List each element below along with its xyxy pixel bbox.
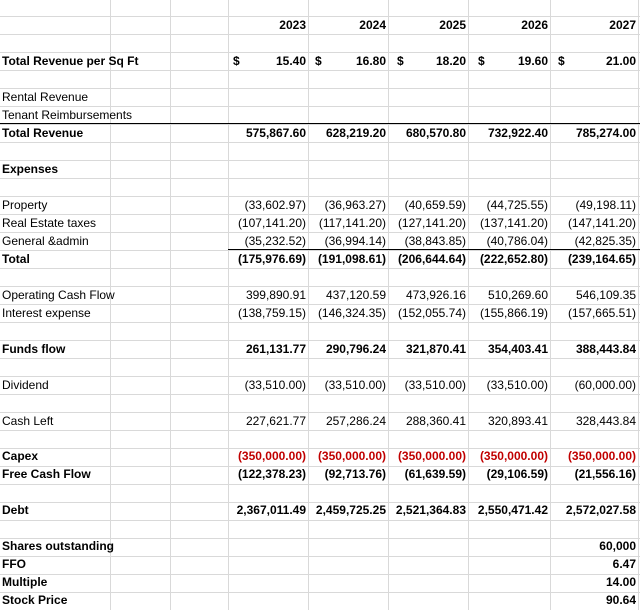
- value-cell-2027[interactable]: [552, 106, 636, 124]
- value-cell-2027[interactable]: 785,274.00: [575, 126, 636, 140]
- row-label[interactable]: Debt: [2, 503, 29, 517]
- value-cell-2023[interactable]: (33,602.97): [244, 198, 306, 212]
- value-cell-2024[interactable]: 290,796.24: [325, 342, 386, 356]
- value-cell-2023[interactable]: [230, 537, 306, 555]
- row-label[interactable]: Capex: [2, 449, 39, 463]
- year-header-2023: 2023: [279, 18, 306, 32]
- value-cell-2026[interactable]: [470, 591, 548, 609]
- row-expenses: [0, 160, 640, 178]
- value-cell-2025[interactable]: 2,521,364.83: [395, 503, 466, 517]
- value-cell-2025[interactable]: [390, 591, 466, 609]
- value-cell-2026[interactable]: 2,550,471.42: [477, 503, 548, 517]
- row-rev_sqft: [0, 52, 640, 70]
- value-cell-2023[interactable]: 2,367,011.49: [236, 503, 306, 517]
- value-cell-2025[interactable]: [390, 573, 466, 591]
- row-re_taxes: [0, 214, 640, 232]
- value-cell-2025[interactable]: [390, 537, 466, 555]
- value-cell-2024[interactable]: (191,098.61): [317, 252, 386, 266]
- row-property: [0, 196, 640, 214]
- value-cell-2026[interactable]: [470, 88, 548, 106]
- value-cell-2025[interactable]: (152,055.74): [397, 306, 466, 320]
- gridline-horizontal: [0, 430, 640, 431]
- year-header-2024: 2024: [359, 18, 386, 32]
- value-cell-2023[interactable]: [230, 555, 306, 573]
- value-cell-2026[interactable]: (40,786.04): [486, 234, 548, 248]
- dollar-sign: $: [397, 54, 404, 68]
- gridline-horizontal: [0, 484, 640, 485]
- gridline-horizontal: [0, 142, 640, 143]
- row-label[interactable]: General &admin: [2, 234, 89, 248]
- row-ocf: [0, 286, 640, 304]
- gridline-horizontal: [0, 16, 640, 17]
- row-label[interactable]: Total: [2, 252, 30, 266]
- value-cell-2027[interactable]: 21.00: [605, 54, 636, 68]
- row-label[interactable]: Funds flow: [2, 342, 66, 356]
- value-cell-2025[interactable]: 321,870.41: [405, 342, 466, 356]
- value-cell-2026[interactable]: [470, 160, 548, 178]
- value-cell-2023[interactable]: 575,867.60: [245, 126, 306, 140]
- row-funds: [0, 340, 640, 358]
- row-label[interactable]: Total Revenue: [2, 126, 84, 140]
- value-cell-2025[interactable]: [390, 160, 466, 178]
- value-cell-2023[interactable]: (35,232.52): [244, 234, 306, 248]
- value-cell-2024[interactable]: (33,510.00): [324, 378, 386, 392]
- value-cell-2024[interactable]: (350,000.00): [317, 449, 386, 463]
- total-expenses-rule: [228, 249, 640, 250]
- row-shares: [0, 537, 640, 555]
- value-cell-2024[interactable]: [310, 573, 386, 591]
- value-cell-2023[interactable]: 15.40: [275, 54, 306, 68]
- dollar-sign: $: [558, 54, 565, 68]
- value-cell-2026[interactable]: 320,893.41: [487, 414, 548, 428]
- value-cell-2027[interactable]: (49,198.11): [575, 198, 636, 212]
- value-cell-2023[interactable]: 399,890.91: [245, 288, 306, 302]
- total-revenue-rule: [0, 123, 640, 124]
- value-cell-2025[interactable]: [390, 106, 466, 124]
- value-cell-2024[interactable]: (92,713.76): [324, 467, 386, 481]
- value-cell-2026[interactable]: (33,510.00): [486, 378, 548, 392]
- value-cell-2023[interactable]: [230, 106, 306, 124]
- value-cell-2024[interactable]: 2,459,725.25: [315, 503, 386, 517]
- value-cell-2027[interactable]: 90.64: [605, 593, 636, 607]
- row-label[interactable]: Stock Price: [2, 593, 68, 607]
- row-total_rev: [0, 124, 640, 142]
- value-cell-2024[interactable]: 257,286.24: [325, 414, 386, 428]
- gridline-horizontal: [0, 358, 640, 359]
- gridline-horizontal: [0, 178, 640, 179]
- row-label[interactable]: Operating Cash Flow: [2, 288, 115, 302]
- value-cell-2023[interactable]: 227,621.77: [245, 414, 306, 428]
- value-cell-2024[interactable]: [310, 106, 386, 124]
- value-cell-2024[interactable]: (117,141.20): [318, 216, 386, 230]
- year-header-2027: 2027: [609, 18, 636, 32]
- value-cell-2026[interactable]: [470, 537, 548, 555]
- row-price: [0, 591, 640, 609]
- gridline-horizontal: [0, 322, 640, 323]
- value-cell-2023[interactable]: (138,759.15): [237, 306, 306, 320]
- row-label[interactable]: Interest expense: [2, 306, 91, 320]
- value-cell-2027[interactable]: 546,109.35: [575, 288, 636, 302]
- value-cell-2026[interactable]: [470, 555, 548, 573]
- value-cell-2027[interactable]: 6.47: [612, 557, 636, 571]
- value-cell-2027[interactable]: 328,443.84: [575, 414, 636, 428]
- value-cell-2024[interactable]: [310, 537, 386, 555]
- value-cell-2023[interactable]: [230, 591, 306, 609]
- value-cell-2024[interactable]: (146,324.35): [317, 306, 386, 320]
- value-cell-2027[interactable]: 388,443.84: [575, 342, 636, 356]
- row-label[interactable]: Shares outstanding: [2, 539, 115, 553]
- dollar-sign: $: [478, 54, 485, 68]
- value-cell-2025[interactable]: 288,360.41: [405, 414, 466, 428]
- row-ffo: [0, 555, 640, 573]
- row-interest: [0, 304, 640, 322]
- row-label[interactable]: Cash Left: [2, 414, 54, 428]
- value-cell-2027[interactable]: (350,000.00): [567, 449, 636, 463]
- value-cell-2026[interactable]: 732,922.40: [487, 126, 548, 140]
- value-cell-2025[interactable]: (350,000.00): [397, 449, 466, 463]
- value-cell-2026[interactable]: 19.60: [517, 54, 548, 68]
- row-label[interactable]: FFO: [2, 557, 26, 571]
- value-cell-2026[interactable]: (137,141.20): [479, 216, 548, 230]
- row-label[interactable]: Rental Revenue: [2, 90, 89, 104]
- value-cell-2024[interactable]: (36,963.27): [324, 198, 386, 212]
- gridline-horizontal: [0, 70, 640, 71]
- value-cell-2025[interactable]: (206,644.64): [397, 252, 466, 266]
- value-cell-2024[interactable]: [310, 591, 386, 609]
- value-cell-2025[interactable]: 18.20: [435, 54, 466, 68]
- value-cell-2026[interactable]: (222,652.80): [479, 252, 548, 266]
- value-cell-2026[interactable]: [470, 106, 548, 124]
- value-cell-2025[interactable]: [390, 555, 466, 573]
- value-cell-2026[interactable]: (29,106.59): [486, 467, 548, 481]
- value-cell-2026[interactable]: 354,403.41: [487, 342, 548, 356]
- row-multiple: [0, 573, 640, 591]
- row-label[interactable]: Free Cash Flow: [2, 467, 91, 481]
- row-capex: [0, 447, 640, 465]
- value-cell-2024[interactable]: 16.80: [355, 54, 386, 68]
- value-cell-2027[interactable]: [552, 160, 636, 178]
- value-cell-2023[interactable]: [230, 160, 306, 178]
- value-cell-2024[interactable]: (36,994.14): [324, 234, 386, 248]
- row-label[interactable]: Tenant Reimbursements: [2, 108, 133, 122]
- row-label[interactable]: Property: [2, 198, 48, 212]
- row-total_exp: [0, 250, 640, 268]
- value-cell-2025[interactable]: (33,510.00): [404, 378, 466, 392]
- row-label[interactable]: Real Estate taxes: [2, 216, 97, 230]
- row-label[interactable]: Dividend: [2, 378, 49, 392]
- value-cell-2024[interactable]: [310, 555, 386, 573]
- row-label[interactable]: Multiple: [2, 575, 48, 589]
- value-cell-2025[interactable]: (127,141.20): [397, 216, 466, 230]
- row-label[interactable]: Expenses: [2, 162, 59, 176]
- row-dividend: [0, 376, 640, 394]
- value-cell-2027[interactable]: (157,665.51): [567, 306, 636, 320]
- value-cell-2025[interactable]: (61,639.59): [404, 467, 466, 481]
- value-cell-2027[interactable]: (42,825.35): [574, 234, 636, 248]
- value-cell-2027[interactable]: [552, 88, 636, 106]
- value-cell-2027[interactable]: (147,141.20): [567, 216, 636, 230]
- year-header-2025: 2025: [439, 18, 466, 32]
- gridline-horizontal: [0, 268, 640, 269]
- value-cell-2024[interactable]: 628,219.20: [325, 126, 386, 140]
- dollar-sign: $: [233, 54, 240, 68]
- value-cell-2023[interactable]: (122,378.23): [237, 467, 306, 481]
- value-cell-2023[interactable]: [230, 88, 306, 106]
- header-row: [0, 16, 640, 34]
- value-cell-2027[interactable]: (60,000.00): [574, 378, 636, 392]
- value-cell-2025[interactable]: [390, 88, 466, 106]
- value-cell-2026[interactable]: [470, 573, 548, 591]
- value-cell-2025[interactable]: 680,570.80: [405, 126, 466, 140]
- value-cell-2023[interactable]: (33,510.00): [244, 378, 306, 392]
- value-cell-2023[interactable]: (107,141.20): [237, 216, 306, 230]
- value-cell-2024[interactable]: [310, 160, 386, 178]
- value-cell-2024[interactable]: [310, 88, 386, 106]
- value-cell-2027[interactable]: 60,000: [599, 539, 636, 553]
- value-cell-2023[interactable]: [230, 573, 306, 591]
- value-cell-2023[interactable]: (175,976.69): [237, 252, 306, 266]
- value-cell-2027[interactable]: 14.00: [605, 575, 636, 589]
- value-cell-2023[interactable]: 261,131.77: [245, 342, 306, 356]
- row-ga: [0, 232, 640, 250]
- value-cell-2026[interactable]: (350,000.00): [479, 449, 548, 463]
- value-cell-2023[interactable]: (350,000.00): [237, 449, 306, 463]
- value-cell-2027[interactable]: (21,556.16): [574, 467, 636, 481]
- row-label[interactable]: Total Revenue per Sq Ft: [2, 54, 139, 68]
- row-tenant: [0, 106, 640, 124]
- value-cell-2026[interactable]: 510,269.60: [487, 288, 548, 302]
- row-rental: [0, 88, 640, 106]
- row-cash_left: [0, 412, 640, 430]
- row-debt: [0, 501, 640, 519]
- value-cell-2027[interactable]: (239,164.65): [567, 252, 636, 266]
- value-cell-2027[interactable]: 2,572,027.58: [565, 503, 636, 517]
- value-cell-2025[interactable]: (40,659.59): [404, 198, 466, 212]
- gridline-horizontal: [0, 520, 640, 521]
- value-cell-2026[interactable]: (155,866.19): [479, 306, 548, 320]
- dollar-sign: $: [315, 54, 322, 68]
- value-cell-2024[interactable]: 437,120.59: [325, 288, 386, 302]
- value-cell-2025[interactable]: 473,926.16: [405, 288, 466, 302]
- year-header-2026: 2026: [521, 18, 548, 32]
- gridline-horizontal: [0, 34, 640, 35]
- value-cell-2026[interactable]: (44,725.55): [486, 198, 548, 212]
- value-cell-2025[interactable]: (38,843.85): [404, 234, 466, 248]
- row-fcf: [0, 465, 640, 483]
- gridline-horizontal: [0, 394, 640, 395]
